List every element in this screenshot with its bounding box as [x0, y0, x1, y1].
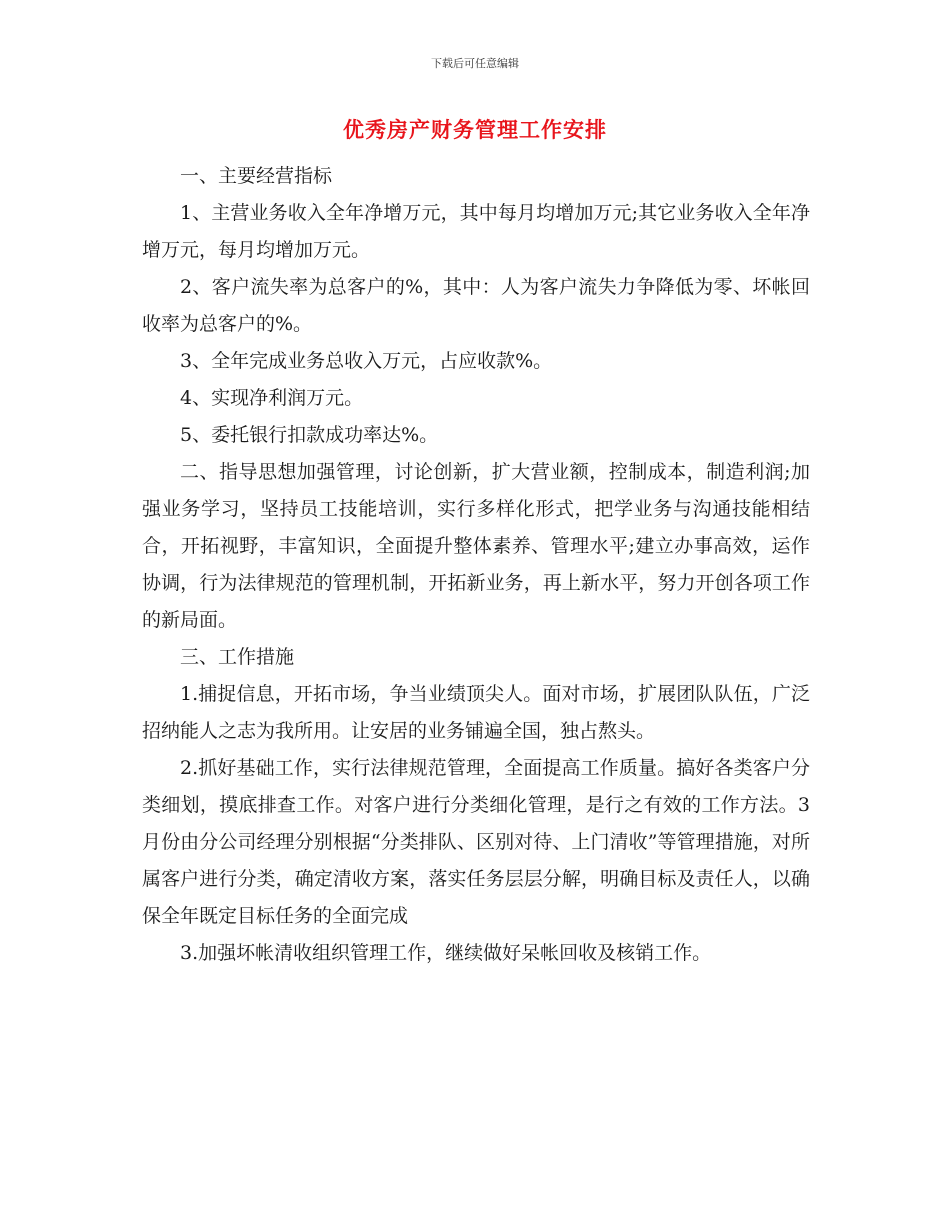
paragraph-measure-2: 2.抓好基础工作，实行法律规范管理，全面提高工作质量。搞好各类客户分类细划，摸底排查工作。对客户进行分类细化管理，是行之有效的工作方法。3月份由分公司经理分别根据“分类排队、区别对待、上门清收”等管理措施，对所属客户进行分类，确定清收方案，落实任务层层分解，明确目标及责任人，以确保全年既定目标任务的全面完成 [142, 757, 810, 927]
paragraph-indicator-5: 5、委托银行扣款成功率达%。 [180, 424, 439, 446]
paragraph-indicator-1: 1、主营业务收入全年净增万元，其中每月均增加万元;其它业务收入全年净增万元，每月均增加万元。 [142, 202, 810, 261]
heading-work-measures: 三、工作措施 [180, 646, 295, 668]
paragraph-indicator-3: 3、全年完成业务总收入万元，占应收款%。 [180, 350, 553, 372]
header-note: 下载后可任意编辑 [431, 57, 519, 70]
document-body [142, 158, 810, 972]
heading-main-indicators: 一、主要经营指标 [180, 165, 333, 187]
paragraph-measure-3: 3.加强坏帐清收组织管理工作，继续做好呆帐回收及核销工作。 [180, 942, 712, 964]
document-title: 优秀房产财务管理工作安排 [343, 118, 607, 142]
paragraph-measure-1: 1.捕捉信息，开拓市场，争当业绩顶尖人。面对市场，扩展团队队伍，广泛招纳能人之志为我所用。让安居的业务铺遍全国，独占熬头。 [142, 683, 810, 742]
paragraph-indicator-4: 4、实现净利润万元。 [180, 387, 364, 409]
paragraph-indicator-2: 2、客户流失率为总客户的%，其中：人为客户流失力争降低为零、坏帐回收率为总客户的%。 [142, 276, 810, 335]
paragraph-guiding-ideology: 二、指导思想加强管理，讨论创新，扩大营业额，控制成本，制造利润;加强业务学习，坚持员工技能培训，实行多样化形式，把学业务与沟通技能相结合，开拓视野，丰富知识，全面提升整体素养、管理水平;建立办事高效，运作协调，行为法律规范的管理机制，开拓新业务，再上新水平，努力开创各项工作的新局面。 [142, 461, 810, 631]
